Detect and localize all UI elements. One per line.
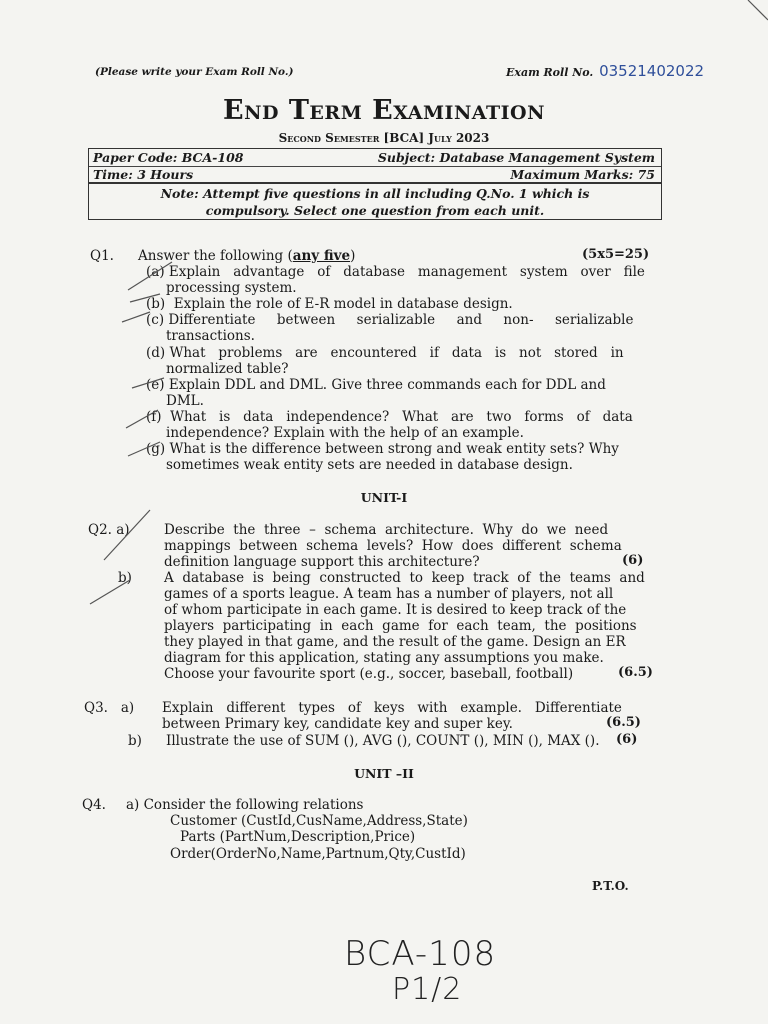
q1d-line-2: normalized table?: [166, 361, 289, 377]
corner-mark: [748, 0, 768, 20]
relation-parts: Parts (PartNum,Description,Price): [180, 829, 416, 845]
tick-mark-q1f: [126, 410, 158, 428]
tick-mark-q2b: [90, 580, 130, 604]
page-title: End Term Examination: [223, 95, 545, 126]
q2b-line-6: diagram for this application, stating any assumptions you make.: [164, 650, 604, 666]
q2b-label: b): [118, 570, 132, 586]
semester-line: Second Semester [BCA] July 2023: [278, 131, 490, 145]
q3b-line-1: Illustrate the use of SUM (), AVG (), COUNT (), MIN (), MAX ().: [166, 733, 600, 749]
q2b-line-7: Choose your favourite sport (e.g., soccer, baseball, football): [164, 666, 574, 682]
q1g-line-2: sometimes weak entity sets are needed in database design.: [166, 457, 573, 473]
tick-mark-q1b: [130, 294, 160, 302]
maximum-marks: Maximum Marks: 75: [510, 167, 655, 182]
q1-number: Q1.: [90, 248, 114, 264]
unit-1-heading: UNIT-I: [360, 490, 408, 505]
handwritten-page-number: P1/2: [392, 972, 463, 1007]
unit-2-heading: UNIT –II: [354, 766, 414, 781]
q3-number: Q3. a): [84, 700, 135, 716]
relation-order: Order(OrderNo,Name,Partnum,Qty,CustId): [170, 846, 466, 862]
q2b-line-3: of whom participate in each game. It is desired to keep track of the: [164, 602, 627, 618]
q3b-marks: (6): [616, 732, 638, 747]
q2b-line-1: A database is being constructed to keep track of the teams and: [164, 570, 645, 586]
roll-number-instruction: (Please write your Exam Roll No.): [95, 66, 294, 78]
q4a-line: a) Consider the following relations: [126, 797, 364, 813]
pto-label: P.T.O.: [592, 879, 629, 893]
time-allowed: Time: 3 Hours: [93, 167, 194, 182]
q2b-line-4: players participating in each game for each team, the positions: [164, 618, 637, 634]
relation-customer: Customer (CustId,CusName,Address,State): [170, 813, 468, 829]
q2b-marks: (6.5): [618, 665, 653, 680]
handwritten-paper-code: BCA-108: [344, 934, 497, 974]
q1c-line-1: (c) Differentiate between serializable and non- serializable: [146, 312, 634, 328]
q1d-line-1: (d) What problems are encountered if data is not stored in: [146, 345, 624, 361]
q1e-line-2: DML.: [166, 393, 204, 409]
q1f-line-2: independence? Explain with the help of an example.: [166, 425, 524, 441]
q2a-marks: (6): [622, 553, 644, 568]
q1-any-five: any five: [292, 248, 351, 264]
q3a-line-1: Explain different types of keys with example. Differentiate: [162, 700, 622, 716]
q2b-line-5: they played in that game, and the result of the game. Design an ER: [164, 634, 626, 650]
q1a-line-1: (a) Explain advantage of database management system over file: [146, 264, 645, 280]
q2a-line-1: Describe the three – schema architecture. Why do we need: [164, 522, 609, 538]
note-line-1: Note: Attempt five questions in all including Q.No. 1 which is: [160, 186, 590, 201]
q1c-line-2: transactions.: [166, 328, 255, 344]
q2b-line-2: games of a sports league. A team has a number of players, not all: [164, 586, 614, 602]
q4-number: Q4.: [82, 797, 106, 813]
tick-mark-q1e: [132, 378, 164, 388]
q1-marks: (5x5=25): [582, 247, 650, 262]
q1f-line-1: (f) What is data independence? What are two forms of data: [146, 409, 633, 425]
q3a-line-2: between Primary key, candidate key and super key.: [162, 716, 513, 732]
exam-roll-label: Exam Roll No.: [506, 66, 594, 79]
q1b-line-1: (b) Explain the role of E-R model in database design.: [146, 296, 513, 312]
tick-mark-q1c: [122, 312, 150, 322]
q2a-line-3: definition language support this architecture?: [164, 554, 480, 570]
tick-mark-q1a: [128, 262, 172, 290]
q1-prompt: Answer the following (any five): [138, 248, 356, 264]
paper-code: Paper Code: BCA-108: [93, 150, 244, 165]
q1a-line-2: processing system.: [166, 280, 297, 296]
q2a-line-2: mappings between schema levels? How does different schema: [164, 538, 622, 554]
tick-mark-q1g: [128, 442, 160, 456]
exam-roll-handwritten-value: 03521402022: [599, 62, 705, 80]
q1g-line-1: (g) What is the difference between strong and weak entity sets? Why: [146, 441, 619, 457]
q3b-label: b): [128, 733, 142, 749]
q3a-marks: (6.5): [606, 715, 641, 730]
q1e-line-1: (e) Explain DDL and DML. Give three commands each for DDL and: [146, 377, 606, 393]
subject: Subject: Database Management System: [377, 150, 655, 165]
q2-number: Q2. a): [88, 522, 130, 538]
tick-mark-q2a: [104, 510, 150, 560]
note-line-2: compulsory. Select one question from each unit.: [205, 203, 545, 218]
